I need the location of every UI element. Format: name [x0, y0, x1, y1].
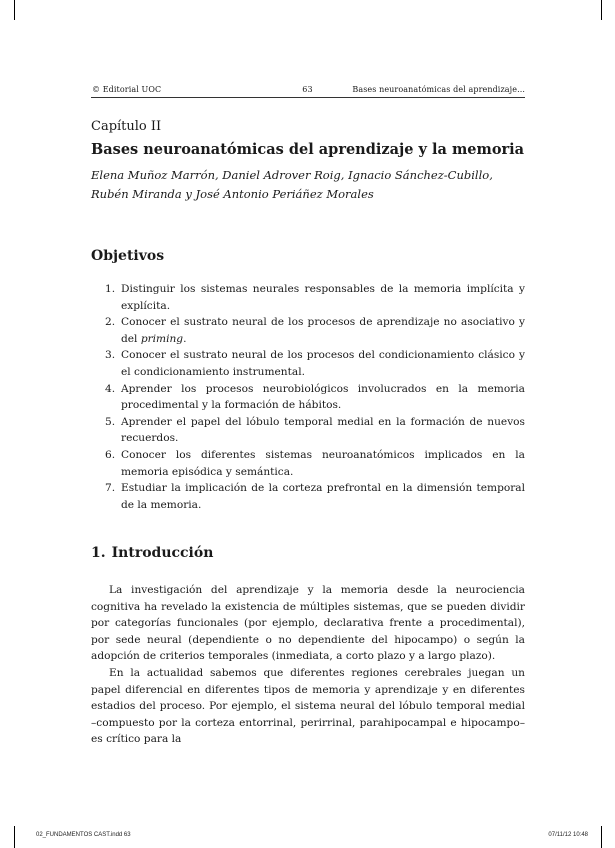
objective-text: Estudiar la implicación de la corteza prefrontal en la dimensión temporal de la memoria. [121, 482, 525, 511]
objective-item [91, 314, 525, 347]
chapter-label: Capítulo II [91, 119, 162, 134]
objective-number: 3. [105, 349, 116, 362]
objective-number: 5. [105, 415, 116, 428]
footer-datetime: 07/11/12 10:48 [548, 832, 588, 838]
objective-number: 4. [105, 382, 116, 395]
objective-item [91, 480, 525, 513]
header-publisher: © Editorial UOC [92, 85, 162, 94]
objectives-list [91, 281, 525, 513]
objective-number: 7. [105, 482, 116, 495]
objective-text: Aprender los procesos neurobiológicos involucrados en la memoria procedimental y la formación de hábitos. [121, 382, 525, 412]
chapter-authors [91, 166, 531, 204]
authors-line-2: Rubén Miranda y José Antonio Periáñez Morales [91, 187, 374, 201]
objective-text: Conocer el sustrato neural de los procesos de aprendizaje no asociativo y del [121, 316, 525, 345]
crop-mark-bottom-right [601, 826, 602, 848]
objectives-heading: Objetivos [91, 248, 165, 264]
objective-item [91, 447, 525, 480]
objective-number: 2. [105, 316, 116, 329]
objective-emphasis: priming [140, 332, 184, 345]
footer-file-slug: 02_FUNDAMENTOS CAST.indd 63 [36, 832, 131, 838]
objective-text-end: . [183, 332, 187, 345]
objective-number: 6. [105, 448, 116, 461]
objective-text: Distinguir los sistemas neurales responsables de la memoria implícita y explícita. [121, 283, 525, 312]
header-rule [91, 97, 525, 98]
authors-line-1: Elena Muñoz Marrón, Daniel Adrover Roig, Ignacio Sánchez-Cubillo, [91, 168, 493, 182]
paragraph: En la actualidad sabemos que diferentes regiones cerebrales juegan un papel diferencial en diferentes tipos de memoria y aprendizaje y en diferentes estadios del proceso. Por ejemplo, el sistema neural del lóbulo temporal medial –compuesto por la corteza entorrinal, perirrinal, parahipocampal e hipocampo– es crítico para la [91, 666, 525, 746]
objective-text: Aprender el papel del lóbulo temporal medial en la formación de nuevos recuerdos. [121, 415, 525, 445]
crop-mark-top-left [14, 0, 15, 20]
crop-mark-top-right [601, 0, 602, 20]
section-body [91, 582, 525, 748]
section-number: 1. [91, 545, 106, 561]
paragraph: La investigación del aprendizaje y la memoria desde la neurociencia cognitiva ha revelado la existencia de múltiples sistemas, que se pueden dividir por categorías funcionales (por ejemplo, declarativa frente a procedimental), por sede neural (dependiente o no dependiente del hipocampo) o según la adopción de criterios temporales (inmediata, a corto plazo y a largo plazo). [91, 584, 525, 663]
header-running-title: Bases neuroanatómicas del aprendizaje... [352, 85, 525, 94]
section-heading [91, 545, 213, 561]
objective-text: Conocer los diferentes sistemas neuroanatómicos implicados en la memoria episódica y semántica. [121, 448, 525, 478]
chapter-title: Bases neuroanatómicas del aprendizaje y la memoria [91, 141, 525, 158]
section-title: Introducción [111, 545, 214, 561]
objective-item [91, 347, 525, 380]
crop-mark-bottom-left [14, 826, 15, 848]
objective-item [91, 281, 525, 314]
objective-item [91, 381, 525, 414]
header-page-number: 63 [302, 85, 313, 94]
objective-item [91, 414, 525, 447]
objective-text: Conocer el sustrato neural de los procesos del condicionamiento clásico y el condicionamiento instrumental. [121, 349, 525, 378]
objective-number: 1. [105, 283, 116, 295]
